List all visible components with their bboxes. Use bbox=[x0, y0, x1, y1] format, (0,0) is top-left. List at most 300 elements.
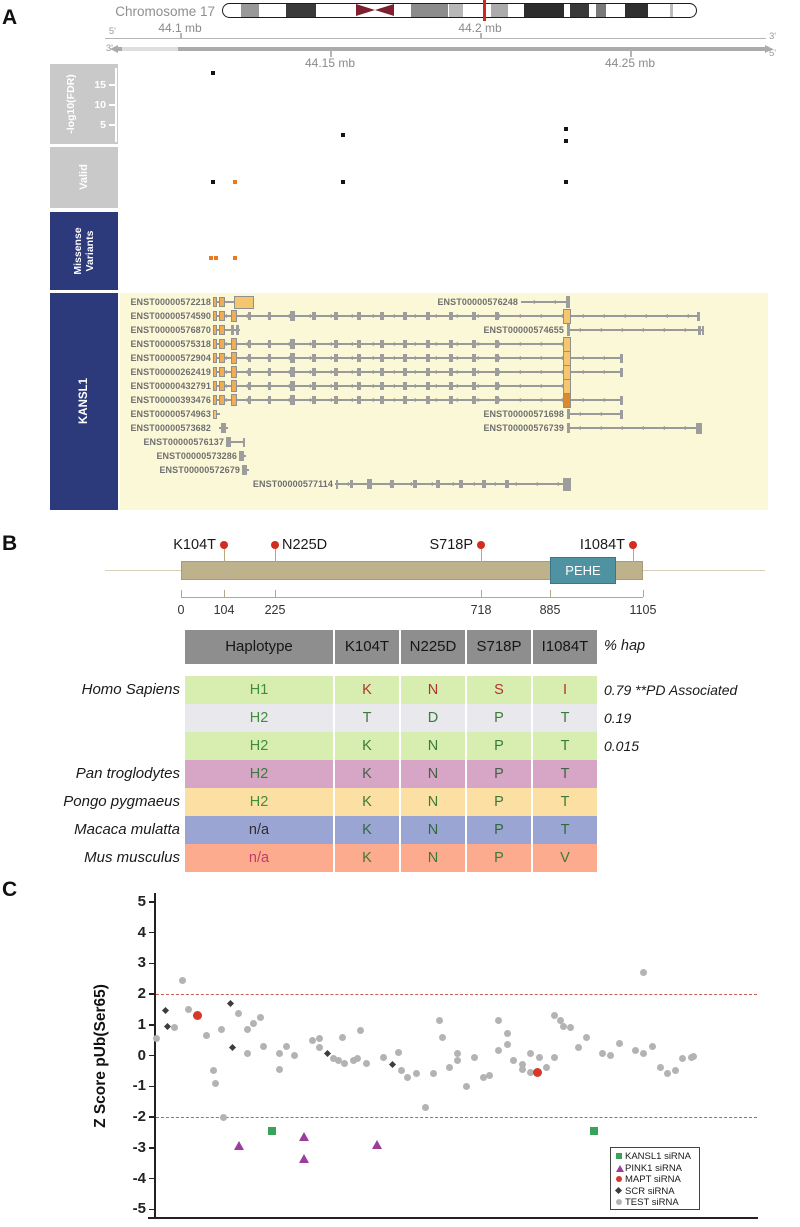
transcript-exon bbox=[495, 354, 499, 362]
transcript-exon bbox=[248, 354, 251, 362]
test-sirna-point bbox=[632, 1047, 639, 1054]
residue-cell: P bbox=[467, 816, 531, 844]
transcript-strand-arrow bbox=[328, 370, 332, 374]
transcript-strand-arrow bbox=[598, 426, 602, 430]
transcript-exon bbox=[620, 396, 623, 405]
transcript-label: ENST00000574590 bbox=[130, 310, 211, 321]
transcript-exon bbox=[231, 394, 237, 406]
test-sirna-point bbox=[363, 1060, 370, 1067]
table-header-k104t: K104T bbox=[335, 630, 399, 664]
transcript-strand-arrow bbox=[580, 314, 584, 318]
scr-sirna-point bbox=[227, 1000, 234, 1007]
variant-pin-label: N225D bbox=[282, 537, 328, 553]
chromosome-band bbox=[596, 4, 606, 18]
y-axis-tick-label: 4 bbox=[137, 923, 146, 941]
transcript-exon bbox=[563, 337, 571, 352]
transcript-exon bbox=[234, 296, 254, 309]
transcript-strand-arrow bbox=[349, 342, 353, 346]
test-sirna-point bbox=[210, 1067, 217, 1074]
haplotype-cell: n/a bbox=[185, 844, 333, 872]
transcript-strand-arrow bbox=[492, 482, 496, 486]
transcript-strand-arrow bbox=[391, 356, 395, 360]
variant-pin-label: I1084T bbox=[579, 537, 625, 553]
transcript-strand-arrow bbox=[517, 356, 521, 360]
transcript-exon bbox=[221, 423, 226, 433]
legend-marker bbox=[616, 1165, 624, 1172]
test-sirna-point bbox=[463, 1083, 470, 1090]
chromosome-band bbox=[286, 4, 316, 18]
protein-scale-label: 225 bbox=[264, 603, 286, 617]
residue-cell: T bbox=[533, 816, 597, 844]
y-axis-tick-label: -1 bbox=[132, 1077, 146, 1095]
transcript-exon bbox=[219, 395, 225, 405]
haplotype-cell: n/a bbox=[185, 816, 333, 844]
transcript-strand-arrow bbox=[517, 342, 521, 346]
test-sirna-point bbox=[250, 1020, 257, 1027]
transcript-strand-arrow bbox=[412, 370, 416, 374]
transcript-strand-arrow bbox=[370, 398, 374, 402]
transcript-exon bbox=[312, 312, 316, 320]
transcript-exon bbox=[390, 480, 394, 488]
transcript-exon bbox=[563, 309, 571, 324]
test-sirna-point bbox=[395, 1049, 402, 1056]
transcript-strand-arrow bbox=[601, 370, 605, 374]
panel-b-letter: B bbox=[2, 532, 18, 555]
transcript-strand-arrow bbox=[328, 384, 332, 388]
test-sirna-point bbox=[543, 1064, 550, 1071]
y-axis-tick-label: 2 bbox=[137, 985, 146, 1002]
fdr-point bbox=[564, 139, 568, 143]
residue-cell: K bbox=[335, 732, 399, 760]
fdr-point bbox=[564, 127, 568, 131]
fdr-axis-tick bbox=[109, 124, 115, 126]
protein-scale-label: 718 bbox=[470, 603, 492, 617]
chromosome-band bbox=[524, 4, 564, 18]
residue-cell: T bbox=[533, 788, 597, 816]
haplotype-frequency-note: 0.015 bbox=[604, 738, 640, 754]
transcript-exon bbox=[367, 479, 372, 489]
transcript-exon bbox=[357, 312, 361, 320]
test-sirna-point bbox=[672, 1067, 679, 1074]
transcript-strand-arrow bbox=[601, 314, 605, 318]
ruler-tick-label: 44.25 mb bbox=[604, 56, 656, 70]
transcript-exon bbox=[563, 379, 571, 394]
transcript-strand-arrow bbox=[391, 370, 395, 374]
y-axis-tick bbox=[149, 932, 155, 934]
test-sirna-point bbox=[153, 1035, 160, 1042]
transcript-label: ENST00000573286 bbox=[156, 450, 237, 461]
residue-cell: V bbox=[533, 844, 597, 872]
test-sirna-point bbox=[649, 1043, 656, 1050]
transcript-strand-arrow bbox=[538, 356, 542, 360]
residue-cell: I bbox=[533, 676, 597, 704]
legend-marker bbox=[615, 1187, 622, 1194]
transcript-exon bbox=[403, 312, 407, 320]
transcript-exon bbox=[334, 312, 338, 320]
valid-point bbox=[233, 180, 237, 184]
y-axis-tick bbox=[149, 1209, 155, 1211]
protein-scale-label: 0 bbox=[177, 603, 185, 617]
transcript-exon bbox=[231, 325, 234, 335]
haplotype-cell: H2 bbox=[185, 704, 333, 732]
transcript-strand-arrow bbox=[517, 398, 521, 402]
residue-cell: D bbox=[401, 704, 465, 732]
y-axis-tick bbox=[149, 901, 155, 903]
transcript-exon bbox=[357, 382, 361, 390]
mapt-sirna-point bbox=[533, 1068, 542, 1077]
transcript-strand-arrow bbox=[328, 314, 332, 318]
test-sirna-point bbox=[185, 1006, 192, 1013]
transcript-strand-arrow bbox=[412, 356, 416, 360]
transcript-exon bbox=[563, 478, 571, 491]
transcript-strand-arrow bbox=[598, 412, 602, 416]
transcript-strand-arrow bbox=[408, 482, 412, 486]
transcript-exon bbox=[248, 368, 251, 376]
transcript-exon bbox=[403, 340, 407, 348]
transcript-strand-arrow bbox=[682, 328, 686, 332]
transcript-exon bbox=[290, 367, 295, 377]
test-sirna-point bbox=[446, 1064, 453, 1071]
transcript-exon bbox=[696, 423, 702, 434]
transcript-exon bbox=[472, 396, 476, 404]
transcript-strand-arrow bbox=[307, 356, 311, 360]
y-axis-tick-label: 5 bbox=[137, 892, 146, 910]
species-label bbox=[20, 704, 180, 732]
y-axis-tick bbox=[149, 1178, 155, 1180]
test-sirna-point bbox=[527, 1050, 534, 1057]
residue-cell: K bbox=[335, 788, 399, 816]
test-sirna-point bbox=[495, 1047, 502, 1054]
transcript-label: ENST00000572904 bbox=[130, 352, 211, 363]
transcript-exon bbox=[248, 382, 251, 390]
haplotype-cell: H1 bbox=[185, 676, 333, 704]
transcript-strand-arrow bbox=[640, 328, 644, 332]
transcript-exon bbox=[290, 339, 295, 349]
fdr-axis-tick-label: 15 bbox=[94, 79, 106, 91]
transcript-exon bbox=[248, 340, 251, 348]
test-sirna-point bbox=[664, 1070, 671, 1077]
missense-variant-point bbox=[209, 256, 213, 260]
transcript-strand-arrow bbox=[531, 300, 535, 304]
y-axis-tick-label: -4 bbox=[132, 1169, 146, 1187]
transcript-exon bbox=[231, 310, 237, 322]
transcript-exon bbox=[357, 396, 361, 404]
residue-cell: N bbox=[401, 788, 465, 816]
protein-scale-tick bbox=[643, 590, 644, 597]
test-sirna-point bbox=[260, 1043, 267, 1050]
transcript-exon bbox=[312, 382, 316, 390]
test-sirna-point bbox=[220, 1114, 227, 1121]
test-sirna-point bbox=[244, 1026, 251, 1033]
y-axis-tick bbox=[149, 1116, 155, 1118]
transcript-exon bbox=[312, 396, 316, 404]
test-sirna-point bbox=[690, 1053, 697, 1060]
transcript-strand-arrow bbox=[412, 314, 416, 318]
residue-cell: N bbox=[401, 844, 465, 872]
protein-scale-tick bbox=[550, 590, 551, 597]
species-label: Mus musculus bbox=[84, 849, 180, 866]
transcript-exon bbox=[236, 325, 239, 335]
protein-scale-line bbox=[181, 597, 643, 598]
residue-cell: P bbox=[467, 704, 531, 732]
transcript-strand-arrow bbox=[577, 426, 581, 430]
test-sirna-point bbox=[607, 1052, 614, 1059]
haplotype-cell: H2 bbox=[185, 760, 333, 788]
test-sirna-point bbox=[283, 1043, 290, 1050]
transcript-exon bbox=[213, 381, 217, 391]
kansl1-track-label: KANSL1 bbox=[78, 377, 90, 425]
transcript-strand-arrow bbox=[349, 398, 353, 402]
transcript-exon bbox=[213, 410, 217, 419]
missense-variant-point bbox=[233, 256, 237, 260]
transcript-exon bbox=[248, 396, 251, 404]
variant-pin-label: K104T bbox=[173, 537, 216, 553]
transcript-strand-arrow bbox=[619, 426, 623, 430]
residue-cell: K bbox=[335, 760, 399, 788]
transcript-exon bbox=[426, 354, 430, 362]
test-sirna-point bbox=[354, 1055, 361, 1062]
transcript-strand-arrow bbox=[454, 370, 458, 374]
test-sirna-point bbox=[179, 977, 186, 984]
test-sirna-point bbox=[276, 1050, 283, 1057]
transcript-exon bbox=[242, 465, 247, 475]
transcript-exon bbox=[697, 312, 700, 321]
transcript-exon bbox=[495, 340, 499, 348]
transcript-exon bbox=[620, 354, 623, 363]
kansl1-sirna-point bbox=[590, 1127, 598, 1135]
transcript-strand-arrow bbox=[643, 314, 647, 318]
y-axis-tick bbox=[149, 1055, 155, 1057]
residue-cell: T bbox=[533, 704, 597, 732]
residue-cell: T bbox=[335, 704, 399, 732]
transcript-exon bbox=[213, 395, 217, 405]
transcript-strand-arrow bbox=[307, 398, 311, 402]
transcript-strand-arrow bbox=[513, 482, 517, 486]
transcript-exon bbox=[334, 382, 338, 390]
transcript-exon bbox=[472, 382, 476, 390]
transcript-exon bbox=[620, 410, 623, 419]
transcript-exon bbox=[219, 367, 225, 377]
transcript-strand-arrow bbox=[661, 426, 665, 430]
legend-label: KANSL1 siRNA bbox=[625, 1151, 691, 1162]
protein-scale-tick bbox=[181, 590, 182, 597]
y-axis-tick-label: -3 bbox=[132, 1138, 146, 1156]
transcript-strand-arrow bbox=[328, 398, 332, 402]
mapt-sirna-point bbox=[193, 1011, 202, 1020]
fdr-track-label: -log10(FDR) bbox=[65, 74, 77, 134]
transcript-strand-arrow bbox=[598, 328, 602, 332]
chromosome-label: Chromosome 17 bbox=[115, 4, 215, 19]
transcript-exon bbox=[336, 480, 338, 489]
transcript-label: ENST00000574655 bbox=[483, 324, 564, 335]
transcript-strand-arrow bbox=[349, 314, 353, 318]
test-sirna-point bbox=[657, 1064, 664, 1071]
transcript-exon bbox=[449, 368, 453, 376]
transcript-strand-arrow bbox=[538, 314, 542, 318]
transcript-exon bbox=[436, 480, 440, 488]
test-sirna-point bbox=[257, 1014, 264, 1021]
transcript-strand-arrow bbox=[433, 314, 437, 318]
transcript-strand-arrow bbox=[328, 356, 332, 360]
valid-point bbox=[211, 180, 215, 184]
transcript-strand-arrow bbox=[433, 356, 437, 360]
ruler-bottom-right-prime: 5' bbox=[769, 48, 777, 59]
species-label: Macaca mulatta bbox=[74, 821, 180, 838]
test-sirna-point bbox=[495, 1017, 502, 1024]
transcript-exon bbox=[426, 312, 430, 320]
transcript-strand-arrow bbox=[538, 370, 542, 374]
transcript-exon bbox=[380, 382, 384, 390]
test-sirna-point bbox=[679, 1055, 686, 1062]
chromosome-band bbox=[491, 4, 508, 18]
test-sirna-point bbox=[510, 1057, 517, 1064]
y-axis-tick bbox=[149, 963, 155, 965]
missense-track-label: Missense Variants bbox=[72, 227, 96, 275]
transcript-strand-arrow bbox=[538, 342, 542, 346]
transcript-strand-arrow bbox=[391, 314, 395, 318]
species-label: Pongo pygmaeus bbox=[63, 793, 180, 810]
transcript-strand-arrow bbox=[601, 398, 605, 402]
transcript-exon bbox=[426, 340, 430, 348]
test-sirna-point bbox=[339, 1034, 346, 1041]
table-header-s718p: S718P bbox=[467, 630, 531, 664]
transcript-strand-arrow bbox=[580, 356, 584, 360]
genome-ruler-line bbox=[105, 38, 766, 39]
transcript-exon bbox=[567, 423, 570, 433]
transcript-strand-arrow bbox=[349, 384, 353, 388]
haplotype-frequency-note: 0.79 **PD Associated bbox=[604, 682, 738, 698]
transcript-strand-arrow bbox=[552, 300, 556, 304]
transcript-strand-arrow bbox=[307, 370, 311, 374]
transcript-strand-arrow bbox=[580, 370, 584, 374]
transcript-exon bbox=[219, 325, 225, 335]
valid-point bbox=[341, 180, 345, 184]
transcript-label: ENST00000575318 bbox=[130, 338, 211, 349]
scr-sirna-point bbox=[389, 1061, 396, 1068]
lower-threshold-line bbox=[156, 1117, 757, 1118]
pink1-sirna-point bbox=[299, 1154, 309, 1163]
species-label: Pan troglodytes bbox=[75, 765, 180, 782]
test-sirna-point bbox=[519, 1066, 526, 1073]
residue-cell: K bbox=[335, 816, 399, 844]
residue-cell: P bbox=[467, 788, 531, 816]
protein-scale-label: 885 bbox=[539, 603, 561, 617]
transcript-label: ENST00000574963 bbox=[130, 408, 211, 419]
pehe-domain-box bbox=[550, 557, 616, 584]
transcript-exon bbox=[380, 340, 384, 348]
transcript-exon bbox=[213, 367, 217, 377]
legend-marker bbox=[616, 1199, 622, 1205]
transcript-strand-arrow bbox=[412, 384, 416, 388]
transcript-exon bbox=[231, 338, 237, 350]
transcript-exon bbox=[290, 311, 295, 321]
test-sirna-point bbox=[398, 1067, 405, 1074]
transcript-strand-arrow bbox=[370, 384, 374, 388]
fdr-axis-tick bbox=[109, 84, 115, 86]
haplotype-cell: H2 bbox=[185, 732, 333, 760]
test-sirna-point bbox=[235, 1010, 242, 1017]
transcript-exon bbox=[357, 340, 361, 348]
transcript-exon bbox=[495, 396, 499, 404]
chromosome-band bbox=[411, 4, 448, 18]
legend-label: PINK1 siRNA bbox=[625, 1162, 683, 1174]
transcript-exon bbox=[239, 451, 244, 461]
residue-cell: T bbox=[533, 760, 597, 788]
ruler-tick-label: 44.15 mb bbox=[304, 56, 356, 70]
residue-cell: N bbox=[401, 732, 465, 760]
transcript-exon bbox=[312, 340, 316, 348]
transcript-exon bbox=[449, 312, 453, 320]
transcript-strand-arrow bbox=[454, 314, 458, 318]
test-sirna-point bbox=[471, 1054, 478, 1061]
test-sirna-point bbox=[316, 1035, 323, 1042]
residue-cell: S bbox=[467, 676, 531, 704]
transcript-exon bbox=[268, 354, 271, 362]
valid-track-label: Valid bbox=[78, 164, 90, 190]
transcript-exon bbox=[312, 354, 316, 362]
y-axis-tick-label: 3 bbox=[137, 954, 146, 972]
transcript-exon bbox=[350, 480, 353, 488]
transcript-exon bbox=[334, 354, 338, 362]
test-sirna-point bbox=[640, 969, 647, 976]
transcript-exon bbox=[380, 312, 384, 320]
transcript-strand-arrow bbox=[517, 384, 521, 388]
transcript-exon bbox=[248, 312, 251, 320]
ruler-top-right-prime: 3' bbox=[769, 31, 777, 42]
legend-label: TEST siRNA bbox=[625, 1197, 679, 1209]
transcript-exon bbox=[219, 311, 225, 321]
transcript-exon bbox=[426, 368, 430, 376]
transcript-exon bbox=[482, 480, 486, 488]
genome-ruler-bar-light-segment bbox=[122, 47, 178, 51]
table-header-freq: % hap bbox=[604, 638, 646, 654]
ruler-tick-label: 44.2 mb bbox=[458, 21, 502, 35]
transcript-label: ENST00000432791 bbox=[130, 380, 211, 391]
transcript-strand-arrow bbox=[534, 482, 538, 486]
transcript-label: ENST00000576870 bbox=[130, 324, 211, 335]
transcript-strand-arrow bbox=[349, 370, 353, 374]
transcript-exon bbox=[268, 340, 271, 348]
ruler-bottom-left-prime: 3' bbox=[105, 43, 113, 54]
transcript-strand-arrow bbox=[433, 342, 437, 346]
transcript-exon bbox=[231, 366, 237, 378]
transcript-strand-arrow bbox=[517, 314, 521, 318]
test-sirna-point bbox=[436, 1017, 443, 1024]
transcript-strand-arrow bbox=[685, 314, 689, 318]
transcript-strand-arrow bbox=[454, 384, 458, 388]
transcript-exon bbox=[472, 312, 476, 320]
variant-pin bbox=[477, 541, 485, 549]
transcript-strand-arrow bbox=[538, 384, 542, 388]
transcript-exon bbox=[290, 353, 295, 363]
y-axis-tick-label: 1 bbox=[137, 1015, 146, 1033]
transcript-exon bbox=[620, 368, 623, 377]
transcript-exon bbox=[268, 312, 271, 320]
scr-sirna-point bbox=[229, 1044, 236, 1051]
transcript-strand-arrow bbox=[682, 426, 686, 430]
transcript-exon bbox=[495, 312, 499, 320]
test-sirna-point bbox=[341, 1060, 348, 1067]
transcript-exon bbox=[472, 340, 476, 348]
transcript-label: ENST00000572679 bbox=[159, 464, 240, 475]
transcript-label: ENST00000576739 bbox=[483, 422, 564, 433]
fdr-axis-tick-label: 10 bbox=[94, 99, 106, 111]
test-sirna-point bbox=[291, 1052, 298, 1059]
transcript-strand-arrow bbox=[433, 370, 437, 374]
chromosome-band bbox=[670, 4, 673, 18]
transcript-label: ENST00000393476 bbox=[130, 394, 211, 405]
transcript-exon bbox=[459, 480, 463, 488]
